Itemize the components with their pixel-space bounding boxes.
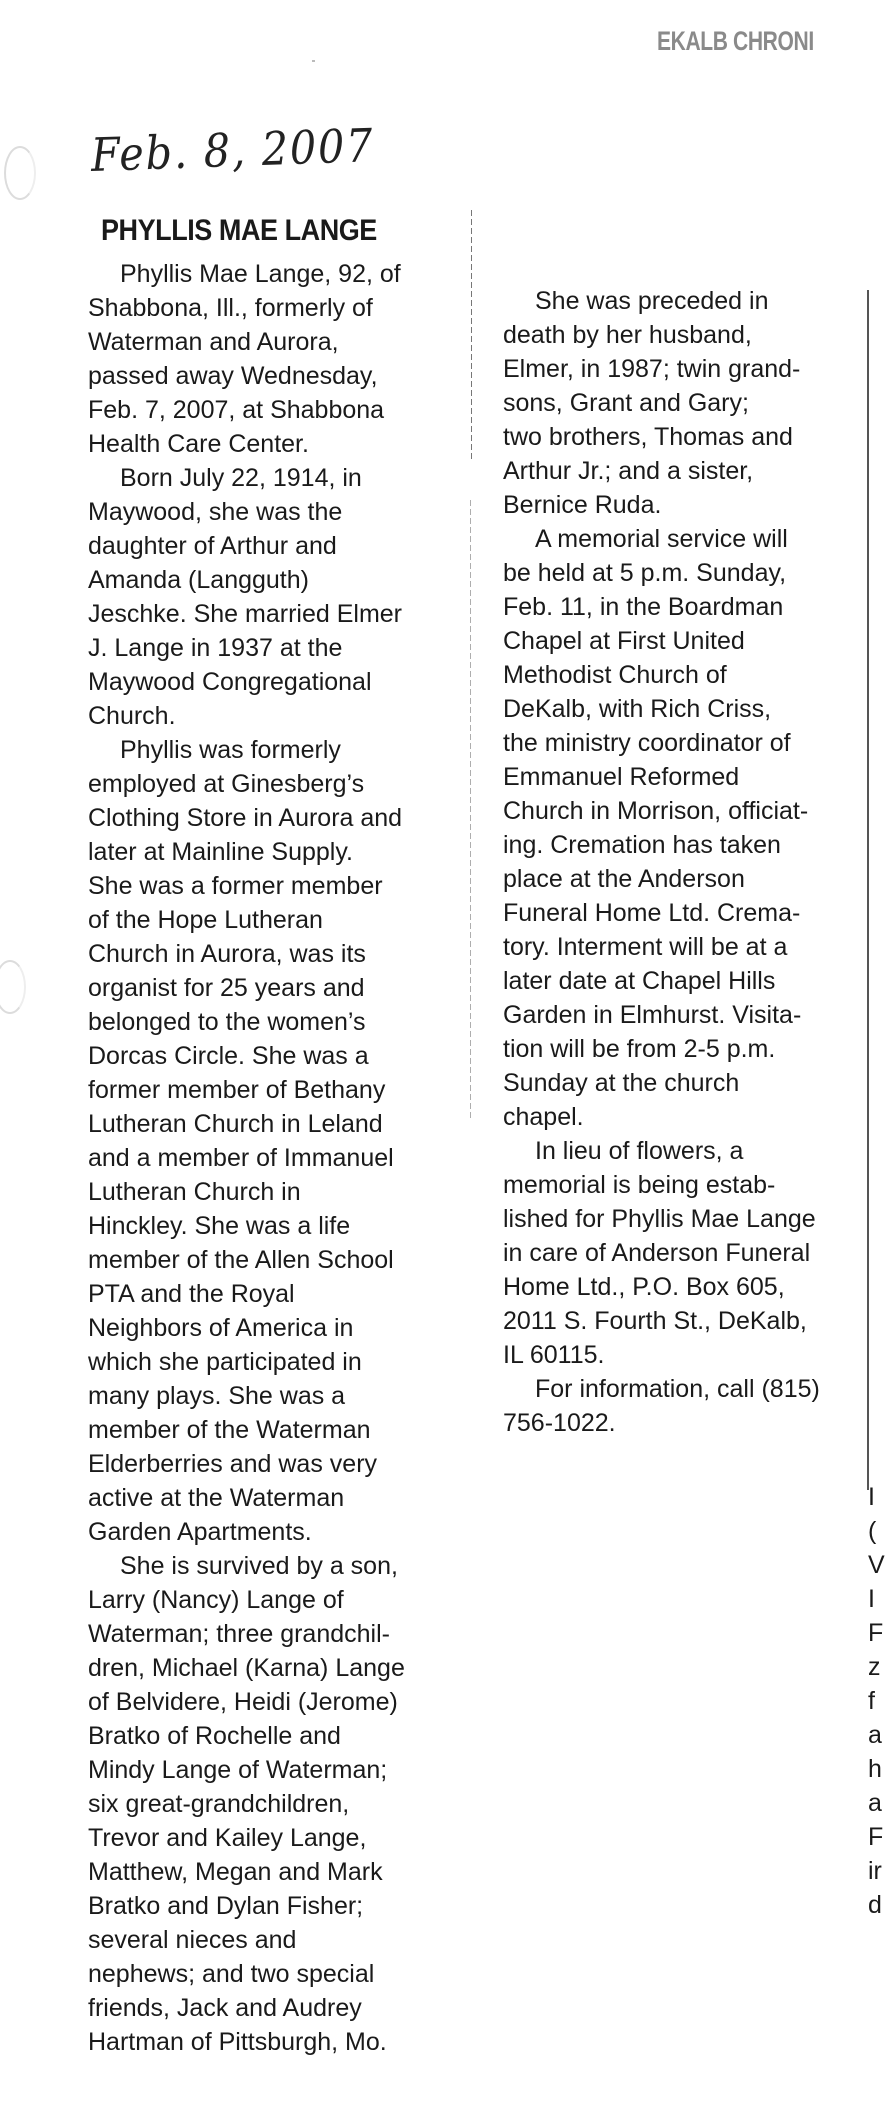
text-line: sons, Grant and Gary;	[503, 389, 749, 417]
text-line: ing. Cremation has taken	[503, 831, 781, 859]
obituary-left-column	[88, 257, 405, 2059]
cut-off-letter: I	[868, 1585, 875, 1613]
text-line: Neighbors of America in	[88, 1314, 354, 1342]
cut-off-letter: a	[868, 1721, 882, 1749]
text-line: belonged to the women’s	[88, 1008, 366, 1036]
text-line: Feb. 7, 2007, at Shabbona	[88, 396, 385, 424]
text-line: active at the Waterman	[88, 1484, 345, 1512]
text-line: of Belvidere, Heidi (Jerome)	[88, 1688, 398, 1716]
cut-off-letter: (	[868, 1517, 877, 1545]
cut-off-letter: ir	[868, 1857, 882, 1885]
handwritten-date: Feb. 8, 2007	[90, 118, 376, 182]
text-line: passed away Wednesday,	[88, 362, 378, 390]
obituary-headline: PHYLLIS MAE LANGE	[101, 214, 377, 247]
text-line: Clothing Store in Aurora and	[88, 804, 403, 832]
text-line: Born July 22, 1914, in	[120, 464, 362, 492]
text-line: lished for Phyllis Mae Lange	[503, 1205, 816, 1233]
cut-off-letter: F	[868, 1823, 884, 1851]
text-line: place at the Anderson	[503, 865, 745, 893]
text-line: IL 60115.	[503, 1341, 605, 1369]
text-line: organist for 25 years and	[88, 974, 365, 1002]
text-line: tion will be from 2-5 p.m.	[503, 1035, 776, 1063]
text-line: of the Hope Lutheran	[88, 906, 323, 934]
text-line: Waterman; three grandchil-	[88, 1620, 390, 1648]
text-line: Church in Morrison, officiat-	[503, 797, 809, 825]
text-line: Trevor and Kailey Lange,	[88, 1824, 367, 1852]
text-line: Emmanuel Reformed	[503, 763, 740, 791]
text-line: former member of Bethany	[88, 1076, 386, 1104]
text-line: later date at Chapel Hills	[503, 967, 776, 995]
text-line: A memorial service will	[535, 525, 788, 553]
text-line: Church in Aurora, was its	[88, 940, 366, 968]
text-line: She is survived by a son,	[120, 1552, 398, 1580]
text-line: Feb. 11, in the Boardman	[503, 593, 784, 621]
punch-hole-icon	[0, 960, 26, 1014]
text-line: Mindy Lange of Waterman;	[88, 1756, 388, 1784]
text-line: six great-grandchildren,	[88, 1790, 350, 1818]
text-line: Shabbona, Ill., formerly of	[88, 294, 373, 322]
text-line: Maywood Congregational	[88, 668, 372, 696]
text-line: Amanda (Langguth)	[88, 566, 309, 594]
cut-off-letter: V	[868, 1551, 885, 1579]
obituary-right-column	[503, 284, 820, 1440]
text-line: Larry (Nancy) Lange of	[88, 1586, 344, 1614]
adjacent-article-fragment	[868, 1480, 885, 1922]
text-line: Phyllis Mae Lange, 92, of	[120, 260, 401, 288]
cut-off-letter: I	[868, 1483, 875, 1511]
text-line: and a member of Immanuel	[88, 1144, 394, 1172]
text-line: Jeschke. She married Elmer	[88, 600, 403, 628]
text-line: Bratko of Rochelle and	[88, 1722, 341, 1750]
cut-off-letter: z	[868, 1653, 881, 1681]
text-line: Garden Apartments.	[88, 1518, 312, 1546]
text-line: Dorcas Circle. She was a	[88, 1042, 369, 1070]
text-line: Lutheran Church in Leland	[88, 1110, 383, 1138]
text-line: be held at 5 p.m. Sunday,	[503, 559, 787, 587]
text-line: daughter of Arthur and	[88, 532, 337, 560]
text-line: chapel.	[503, 1103, 584, 1131]
text-line: Phyllis was formerly	[120, 736, 341, 764]
text-line: two brothers, Thomas and	[503, 423, 793, 451]
text-line: 756-1022.	[503, 1409, 616, 1437]
column-rule	[867, 290, 869, 1490]
cut-off-letter: f	[868, 1687, 875, 1715]
cut-off-letter: h	[868, 1755, 882, 1783]
text-line: member of the Waterman	[88, 1416, 371, 1444]
text-line: Sunday at the church	[503, 1069, 740, 1097]
text-line: She was preceded in	[535, 287, 769, 315]
text-line: Home Ltd., P.O. Box 605,	[503, 1273, 785, 1301]
text-line: tory. Interment will be at a	[503, 933, 788, 961]
text-line: several nieces and	[88, 1926, 297, 1954]
text-line: For information, call (815)	[535, 1375, 820, 1403]
text-line: 2011 S. Fourth St., DeKalb,	[503, 1307, 807, 1335]
cut-off-letter: F	[868, 1619, 884, 1647]
text-line: Hartman of Pittsburgh, Mo.	[88, 2028, 387, 2056]
text-line: Maywood, she was the	[88, 498, 343, 526]
text-line: Waterman and Aurora,	[88, 328, 339, 356]
text-line: the ministry coordinator of	[503, 729, 791, 757]
text-line: Church.	[88, 702, 176, 730]
text-line: Methodist Church of	[503, 661, 727, 689]
text-line: which she participated in	[88, 1348, 362, 1376]
text-line: death by her husband,	[503, 321, 752, 349]
column-divider	[471, 210, 472, 460]
text-line: Lutheran Church in	[88, 1178, 301, 1206]
text-line: PTA and the Royal	[88, 1280, 295, 1308]
text-line: Chapel at First United	[503, 627, 745, 655]
text-line: Funeral Home Ltd. Crema-	[503, 899, 801, 927]
text-line: DeKalb, with Rich Criss,	[503, 695, 772, 723]
column-divider	[470, 500, 471, 1120]
text-line: memorial is being estab-	[503, 1171, 776, 1199]
text-line: Garden in Elmhurst. Visita-	[503, 1001, 802, 1029]
text-line: employed at Ginesberg’s	[88, 770, 365, 798]
text-line: member of the Allen School	[88, 1246, 394, 1274]
text-line: She was a former member	[88, 872, 383, 900]
newspaper-masthead: EKALB CHRONI	[657, 26, 814, 56]
text-line: Bratko and Dylan Fisher;	[88, 1892, 364, 1920]
text-line: Arthur Jr.; and a sister,	[503, 457, 754, 485]
speck	[312, 60, 315, 62]
text-line: Hinckley. She was a life	[88, 1212, 351, 1240]
text-line: J. Lange in 1937 at the	[88, 634, 343, 662]
cut-off-letter: a	[868, 1789, 882, 1817]
text-line: Health Care Center.	[88, 430, 309, 458]
text-line: In lieu of flowers, a	[535, 1137, 744, 1165]
text-line: many plays. She was a	[88, 1382, 346, 1410]
text-line: Elderberries and was very	[88, 1450, 378, 1478]
text-line: nephews; and two special	[88, 1960, 375, 1988]
text-line: later at Mainline Supply.	[88, 838, 353, 866]
text-line: Elmer, in 1987; twin grand-	[503, 355, 801, 383]
cut-off-letter: d	[868, 1891, 882, 1919]
text-line: Bernice Ruda.	[503, 491, 662, 519]
text-line: dren, Michael (Karna) Lange	[88, 1654, 405, 1682]
text-line: Matthew, Megan and Mark	[88, 1858, 383, 1886]
text-line: friends, Jack and Audrey	[88, 1994, 362, 2022]
punch-hole-icon	[4, 146, 36, 200]
text-line: in care of Anderson Funeral	[503, 1239, 811, 1267]
